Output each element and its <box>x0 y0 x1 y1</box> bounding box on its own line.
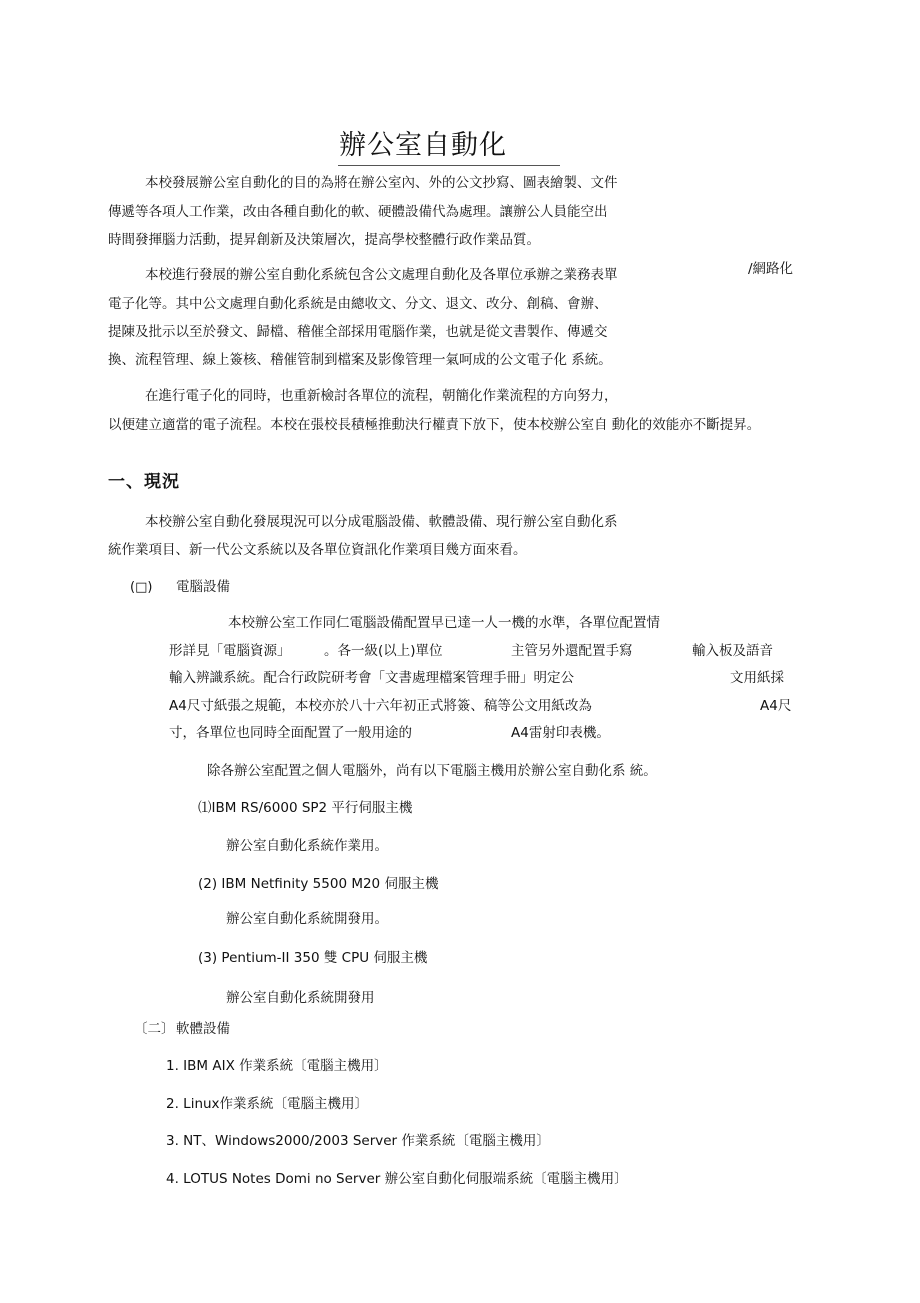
section-heading: 一、現況 <box>108 472 180 492</box>
intro-p1-line3: 時間發揮腦力活動，提昇創新及決策層次，提高學校整體行政作業品質。 <box>108 232 540 248</box>
hardware-para-row5-b: A4雷射印表機。 <box>511 725 610 741</box>
hardware-para-row2-c: 主管另外還配置手寫 <box>511 643 633 659</box>
intro-p1-line1: 本校發展辦公室自動化的目的為將在辦公室內、外的公文抄寫、圖表繪製、文件 <box>145 175 618 191</box>
subsection-marker: (□) <box>130 580 153 595</box>
server-item-desc: 辦公室自動化系統開發用 <box>226 990 375 1006</box>
server-item: ⑴IBM RS/6000 SP2 平行伺服主機 <box>198 800 413 816</box>
intro-p1-line2: 傳遞等各項人工作業，改由各種自動化的軟、硬體設備代為處理。讓辦公人員能空出 <box>108 204 608 220</box>
hardware-para-row2-d: 輸入板及語音 <box>692 643 773 659</box>
server-item: (2) IBM Netfinity 5500 M20 伺服主機 <box>198 876 439 892</box>
subsection-label: 軟體設備 <box>176 1021 230 1037</box>
hardware-para-row2-a: 形詳見「電腦資源」 <box>169 643 291 659</box>
title-underline <box>338 165 560 166</box>
section-intro-line2: 統作業項目、新一代公文系統以及各單位資訊化作業項目幾方面來看。 <box>108 542 527 558</box>
intro-p2-line4: 換、流程管理、線上簽核、稽催管制到檔案及影像管理一氣呵成的公文電子化 系統。 <box>108 352 612 368</box>
software-item: 4. LOTUS Notes Domi no Server 辦公室自動化伺服端系統〔電腦主機用〕 <box>166 1171 628 1187</box>
hardware-para-row5-a: 寸，各單位也同時全面配置了一般用途的 <box>169 725 412 741</box>
hardware-para-row2-b: 。各一級(以上)單位 <box>324 643 443 659</box>
hardware-para-row3-b: 文用紙採 <box>730 670 784 686</box>
intro-p2-line3: 提陳及批示以至於發文、歸檔、稽催全部採用電腦作業，也就是從文書製作、傳遞交 <box>108 324 608 340</box>
server-item: (3) Pentium-II 350 雙 CPU 伺服主機 <box>198 950 428 966</box>
servers-intro: 除各辦公室配置之個人電腦外，尚有以下電腦主機用於辦公室自動化系 統。 <box>207 763 657 779</box>
software-item: 3. NT、Windows2000/2003 Server 作業系統〔電腦主機用〕 <box>166 1133 550 1149</box>
intro-p2-line1-tail: /網路化 <box>748 261 794 277</box>
intro-p3-line1: 在進行電子化的同時，也重新檢討各單位的流程，朝簡化作業流程的方向努力， <box>145 388 618 404</box>
page-title: 辦公室自動化 <box>339 130 507 161</box>
subsection-marker: 〔二〕 <box>134 1021 175 1037</box>
software-item: 1. IBM AIX 作業系統〔電腦主機用〕 <box>166 1058 388 1074</box>
intro-p2-line2: 電子化等。其中公文處理自動化系統是由總收文、分文、退文、改分、創稿、會辦、 <box>108 296 608 312</box>
hardware-para-row4-a: A4尺寸紙張之規範，本校亦於八十六年初正式將簽、稿等公文用紙改為 <box>169 698 592 714</box>
hardware-para-line1: 本校辦公室工作同仁電腦設備配置早已達一人一機的水準，各單位配置情 <box>228 615 660 631</box>
intro-p2-line1: 本校進行發展的辦公室自動化系統包含公文處理自動化及各單位承辦之業務表單 <box>145 267 618 283</box>
subsection-label: 電腦設備 <box>176 579 230 595</box>
software-item: 2. Linux作業系統〔電腦主機用〕 <box>166 1096 369 1112</box>
hardware-para-row4-b: A4尺 <box>760 698 792 714</box>
section-intro-line1: 本校辦公室自動化發展現況可以分成電腦設備、軟體設備、現行辦公室自動化系 <box>145 514 618 530</box>
hardware-para-row3-a: 輸入辨識系統。配合行政院研考會「文書處理檔案管理手冊」明定公 <box>169 670 574 686</box>
intro-p3-line2: 以便建立適當的電子流程。本校在張校長積極推動決行權責下放下，使本校辦公室自 動化的效能亦不斷提昇。 <box>108 417 761 433</box>
server-item-desc: 辦公室自動化系統開發用。 <box>226 911 388 927</box>
server-item-desc: 辦公室自動化系統作業用。 <box>226 838 388 854</box>
